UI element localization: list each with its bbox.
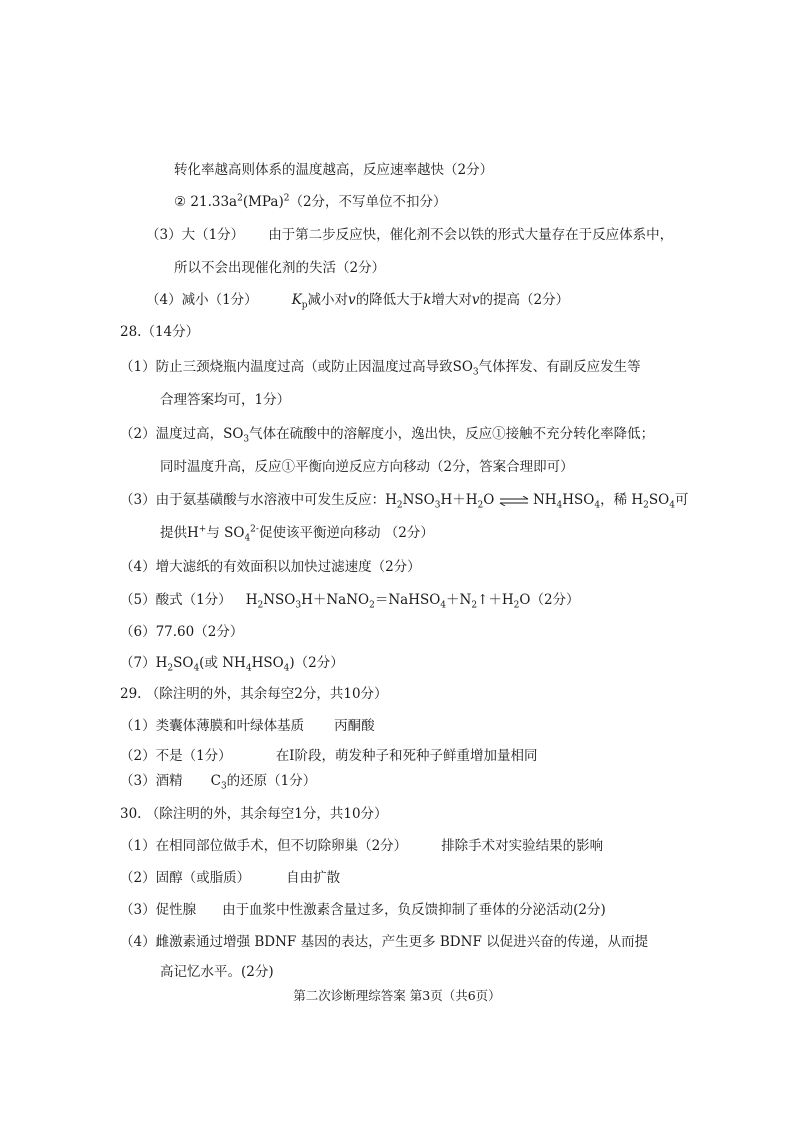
text-line: （3）大（1分） 由于第二步反应快，催化剂不会以铁的形式大量存在于反应体系中，	[146, 227, 674, 243]
text-line: （2）温度过高，$SO_3$气体在硫酸中的溶解度小，逸出快，反应①接触不充分转化率降低；	[120, 426, 655, 445]
page-footer: 第二次诊断理综答案 第3页（共6页）	[293, 988, 501, 1003]
text-line: （2）不是（1分） 在Ⅰ阶段，萌发种子和死种子鲜重增加量相同	[120, 748, 538, 764]
text-line: （1）在相同部位做手术，但不切除卵巢（2分） 排除手术对实验结果的影响	[120, 838, 604, 854]
text-line: （1）类囊体薄膜和叶绿体基质 丙酮酸	[120, 718, 375, 734]
text-line: （4）增大滤纸的有效面积以加快过滤速度（2分）	[120, 559, 421, 575]
text-line: （5）酸式（1分） $H_2NSO_3H+NaNO_2=NaHSO_4+N_2↑+H_2O(2$分）	[120, 592, 580, 611]
text-line: 同时温度升高，反应①平衡向逆反应方向移动（2分，答案合理即可）	[160, 459, 574, 475]
text-line: ② $21.33a^2(MPa)^2(2$分，不写单位不扣分）	[174, 193, 447, 210]
question-number: 28.（14分）	[120, 324, 200, 340]
equilibrium-arrow-icon	[499, 496, 529, 506]
question-number: 30. （除注明的外，其余每空1分，共10分）	[120, 806, 388, 822]
text-line: （3）酒精 $C_3$的还原（1分）	[120, 773, 317, 792]
text-line: （1）防止三颈烧瓶内温度过高（或防止因温度过高导致$SO_3$气体挥发、有副反应发生等	[120, 359, 641, 378]
text-line: 高记忆水平。(2分)	[160, 964, 274, 980]
question-number: 29. （除注明的外，其余每空2分，共10分）	[120, 686, 388, 702]
text-line: （3）由于氨基磺酸与水溶液中可发生反应：$H_2NSO_3H+H_2O$ $NH_4HSO_4$，稀 $H_2SO_4$可	[120, 492, 689, 511]
text-line: 提供H+与 $SO_4^{2-}$促使该平衡逆向移动 （2分）	[160, 524, 434, 544]
text-line: （6）77.60（2分）	[120, 624, 244, 640]
text-line: （4）雌激素通过增强 BDNF 基因的表达，产生更多 BDNF 以促进兴奋的传递，从而提	[120, 934, 649, 950]
text-line: （3）促性腺 由于血浆中性激素含量过多，负反馈抑制了垂体的分泌活动(2分)	[120, 902, 606, 918]
text-line: 转化率越高则体系的温度越高，反应速率越快（2分）	[174, 162, 494, 178]
text-line: $(7)H_2SO_4$(或 $NH_4HSO_4)(2$分）	[120, 655, 344, 674]
text-line: 合理答案均可，1分）	[160, 392, 291, 408]
text-line: （2）固醇（或脂质） 自由扩散	[120, 870, 341, 886]
text-line: 所以不会出现催化剂的失活（2分）	[174, 260, 386, 276]
text-line: （4）减小（1分） $K_p$减小对v的降低大于k增大对v的提高（2分）	[146, 292, 570, 311]
